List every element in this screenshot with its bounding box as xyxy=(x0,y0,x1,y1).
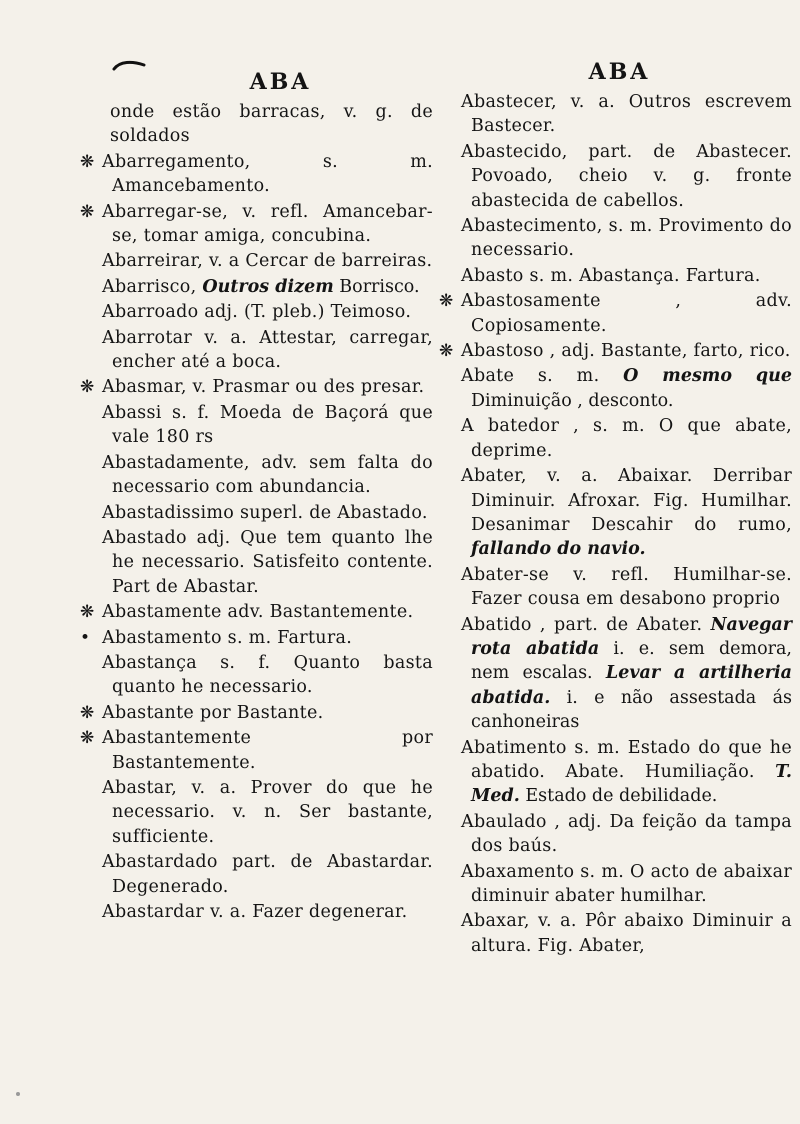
dictionary-entry xyxy=(88,326,433,375)
entry-text: Abastardar v. a. Fazer degenerar. xyxy=(102,902,408,922)
dictionary-entry xyxy=(439,289,792,338)
dictionary-entry xyxy=(447,909,792,958)
entry-text: Abaulado , adj. Da feição da tampa dos baús. xyxy=(461,811,792,857)
dictionary-entry xyxy=(447,613,792,735)
dictionary-entry xyxy=(80,626,433,650)
entry-text: Abastosamente , adv. Copiosamente. xyxy=(461,291,792,336)
entry-text: Abastardado part. de Abastardar. Degenerado. xyxy=(102,852,433,897)
entry-text-after: Diminuição , desconto. xyxy=(471,390,674,411)
dictionary-entry xyxy=(447,860,792,909)
entry-text: Abastança s. f. Quanto basta quanto he necessario. xyxy=(102,652,433,698)
entry-text: Abastantemente por Bastantemente. xyxy=(102,728,433,773)
entry-text: Abastoso , adj. Bastante, farto, rico. xyxy=(461,341,791,362)
entry-text: Abate s. m. xyxy=(461,366,624,387)
asterism-mark-icon: • xyxy=(80,627,91,648)
entry-text: Abaxar, v. a. Pôr abaixo Diminuir a altura. Fig. Abater, xyxy=(461,911,792,956)
dictionary-entry xyxy=(80,150,433,199)
dictionary-entry xyxy=(439,339,792,363)
entry-italic-text: Navegar rota abatida xyxy=(471,614,792,659)
asterism-mark-icon: ❋ xyxy=(80,201,95,222)
asterism-mark-icon: ❋ xyxy=(80,377,95,398)
right-running-header: ABA xyxy=(588,59,651,85)
asterism-mark-icon: ❋ xyxy=(80,602,95,623)
entry-text: Abarregamento, s. m. Amancebamento. xyxy=(102,151,433,197)
dictionary-entry xyxy=(88,900,433,924)
dictionary-entry xyxy=(80,701,433,725)
entry-italic-text: Levar a artilheria abatida. xyxy=(471,663,792,708)
entry-text: Abatido , part. de Abater. xyxy=(461,614,711,635)
dictionary-entry xyxy=(88,776,433,849)
dictionary-entry xyxy=(447,810,792,859)
dictionary-entry xyxy=(88,850,433,899)
dictionary-entry xyxy=(80,375,433,399)
entry-text-after: i. e. sem demora, nem escalas. xyxy=(471,638,792,684)
dictionary-entry xyxy=(88,401,433,450)
dictionary-entry xyxy=(447,414,792,463)
left-column xyxy=(80,58,433,925)
entry-text: Abastado adj. Que tem quanto lhe he necessario. Satisfeito contente. Part de Abastar. xyxy=(102,527,433,597)
dictionary-entry xyxy=(88,300,433,324)
entry-italic-text: T. Med. xyxy=(471,761,792,807)
dictionary-entry xyxy=(447,264,792,288)
right-column xyxy=(439,58,793,959)
dictionary-entry xyxy=(88,501,433,525)
entry-italic-text: Outros dizem xyxy=(202,276,334,297)
entry-text: Abastamente adv. Bastantemente. xyxy=(102,602,414,623)
right-entries xyxy=(439,90,793,958)
dictionary-entry xyxy=(80,726,433,775)
entry-text: Abarreirar, v. a Cercar de barreiras. xyxy=(102,251,433,272)
entry-text: Abastadissimo superl. de Abastado. xyxy=(102,502,428,523)
entry-text: Abater, v. a. Abaixar. Derribar Diminuir. Afroxar. Fig. Humilhar. Desanimar Descahir do rumo, xyxy=(461,466,792,535)
asterism-mark-icon: ❋ xyxy=(80,151,95,172)
dictionary-entry xyxy=(447,736,792,809)
asterism-mark-icon: ❋ xyxy=(439,291,454,312)
entry-text-after: i. e não assestada ás canhoneiras xyxy=(471,687,792,733)
entry-text: Abastecido, part. de Abastecer. Povoado, cheio v. g. fronte abastecida de cabellos. xyxy=(461,141,792,211)
entry-text: Abarrisco, xyxy=(102,276,203,297)
entry-text: Abastecer, v. a. Outros escrevem Bastecer. xyxy=(461,92,792,137)
dictionary-entry xyxy=(80,200,433,249)
entry-text: Abastadamente, adv. sem falta do necessario com abundancia. xyxy=(102,452,433,498)
asterism-mark-icon: ❋ xyxy=(439,341,454,362)
entry-text: Abastar, v. a. Prover do que he necessario. v. n. Ser bastante, sufficiente. xyxy=(102,777,433,847)
dictionary-entry xyxy=(447,214,792,263)
entry-text: Abasmar, v. Prasmar ou des presar. xyxy=(102,377,425,398)
asterism-mark-icon: ❋ xyxy=(80,702,95,723)
asterism-mark-icon: ❋ xyxy=(80,728,95,749)
dictionary-entry xyxy=(447,464,792,562)
entry-text: Abaxamento s. m. O acto de abaixar diminuir abater humilhar. xyxy=(461,861,792,906)
dictionary-entry xyxy=(88,100,433,149)
left-entries xyxy=(80,100,433,924)
dictionary-entry xyxy=(88,651,433,700)
dictionary-entry xyxy=(88,451,433,500)
entry-text: Abastante por Bastante. xyxy=(102,702,324,723)
dictionary-entry xyxy=(88,526,433,599)
entry-text-after: Estado de debilidade. xyxy=(519,786,718,807)
dictionary-entry xyxy=(447,563,792,612)
entry-text: onde estão barracas, v. g. de soldados xyxy=(110,102,433,147)
dictionary-entry xyxy=(80,600,433,624)
entry-text: Abarroado adj. (T. pleb.) Teimoso. xyxy=(102,302,412,323)
entry-text: Abarrotar v. a. Attestar, carregar, encher até a boca. xyxy=(102,327,433,373)
entry-text: Abassi s. f. Moeda de Baçorá que vale 180 rs xyxy=(102,402,433,448)
entry-text: Abastecimento, s. m. Provimento do necessario. xyxy=(461,216,792,261)
entry-text: Abater-se v. refl. Humilhar-se. Fazer cousa em desabono proprio xyxy=(461,564,792,610)
entry-text-after: Borrisco. xyxy=(333,276,420,297)
entry-text: Abastamento s. m. Fartura. xyxy=(102,627,353,648)
dictionary-entry xyxy=(88,275,433,299)
dictionary-entry xyxy=(447,364,792,413)
dictionary-entry xyxy=(447,140,792,213)
paper-speck xyxy=(16,1092,20,1096)
entry-text: A batedor , s. m. O que abate, deprime. xyxy=(461,416,792,461)
left-running-header: ABA xyxy=(249,69,312,95)
dictionary-entry xyxy=(88,249,433,273)
entry-text: Abatimento s. m. Estado do que he abatido. Abate. Humiliação. xyxy=(461,737,792,782)
entry-italic-text: fallando do navio. xyxy=(471,539,646,560)
dictionary-entry xyxy=(447,90,792,139)
entry-text: Abarregar-se, v. refl. Amancebar-se, tomar amiga, concubina. xyxy=(102,201,433,247)
entry-text: Abasto s. m. Abastança. Fartura. xyxy=(461,265,761,286)
entry-italic-text: O mesmo que xyxy=(623,366,793,387)
